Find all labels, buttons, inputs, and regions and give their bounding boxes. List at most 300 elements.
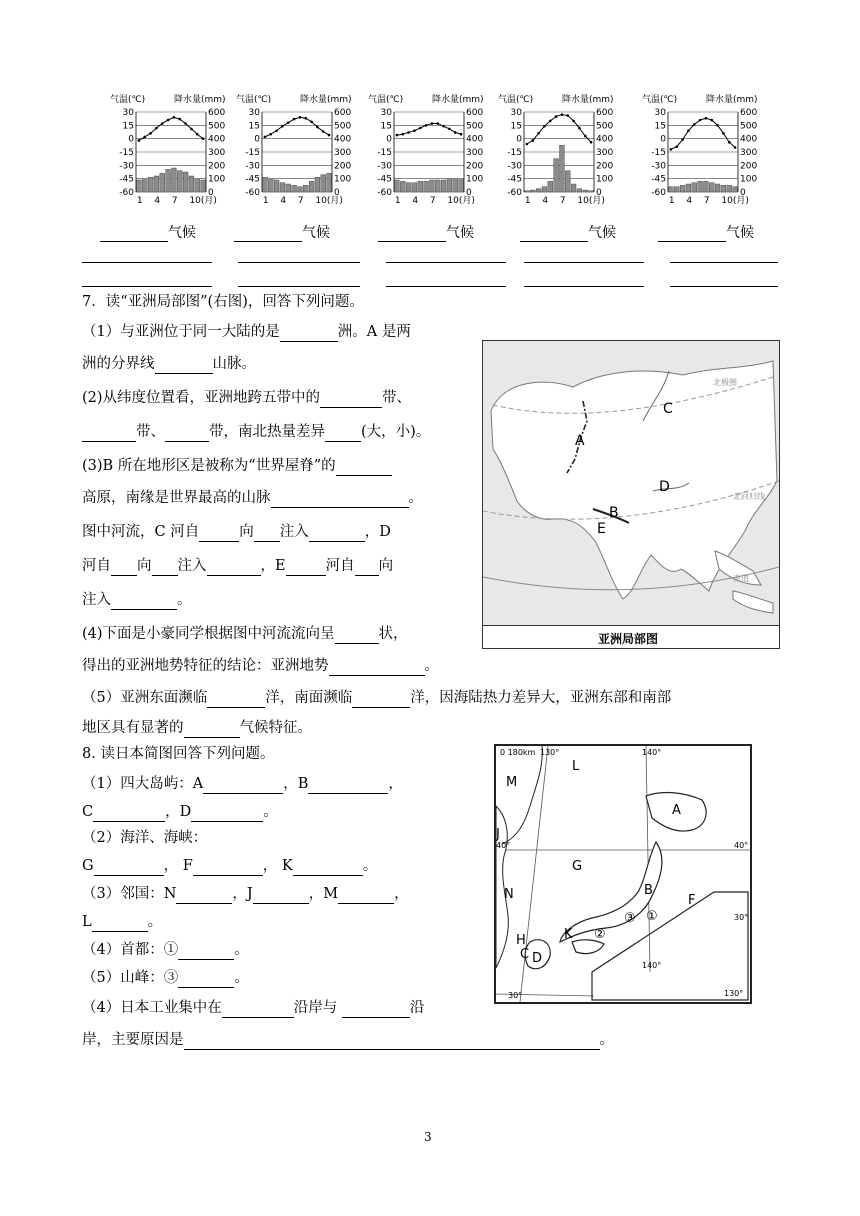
month-tick-label: 7 bbox=[171, 196, 178, 206]
precip-bar bbox=[536, 189, 541, 192]
q7-text: 。 bbox=[177, 592, 192, 608]
blank-line[interactable] bbox=[178, 944, 234, 960]
q7-text: 洋，因海陆热力差异大，亚洲东部和南部 bbox=[410, 690, 672, 706]
q7-text: 图中河流，C 河自 bbox=[82, 524, 200, 540]
q7-text: 山脉。 bbox=[212, 356, 256, 372]
temp-tick-label: -60 bbox=[651, 188, 666, 198]
month-tick-label: 10(月) bbox=[189, 196, 217, 206]
answer-line[interactable] bbox=[670, 286, 778, 287]
precip-bar bbox=[435, 180, 440, 192]
q7-text: （5）亚洲东面濒临 bbox=[82, 690, 208, 706]
blank-line[interactable] bbox=[280, 326, 338, 342]
temp-point bbox=[322, 130, 325, 133]
q7-text: 河自 bbox=[325, 558, 355, 574]
month-tick-label: 10(月) bbox=[577, 196, 605, 206]
precip-bar bbox=[172, 168, 177, 192]
temp-line bbox=[527, 115, 591, 144]
temp-tick-label: -60 bbox=[377, 188, 392, 198]
blank-line[interactable] bbox=[82, 426, 136, 442]
precip-tick-label: 400 bbox=[208, 134, 226, 145]
month-tick-label: 1 bbox=[668, 196, 675, 206]
answer-line[interactable] bbox=[82, 286, 212, 287]
precip-bar bbox=[327, 173, 332, 192]
q8-text: ， F bbox=[163, 858, 193, 874]
precip-tick-label: 0 bbox=[208, 188, 214, 198]
q7-text: (2)从纬度位置看，亚洲地跨五带中的 bbox=[82, 390, 321, 406]
precip-tick-label: 300 bbox=[208, 148, 226, 158]
temp-point bbox=[425, 124, 428, 127]
q7-text: 状， bbox=[378, 626, 408, 642]
climate-chart-1 bbox=[108, 92, 238, 210]
q7-text: 河自 bbox=[82, 558, 111, 574]
temp-point bbox=[728, 141, 731, 144]
q8-text: G bbox=[82, 858, 94, 874]
answer-line[interactable] bbox=[238, 286, 360, 287]
precip-bar bbox=[704, 181, 709, 192]
precip-tick-label: 200 bbox=[334, 161, 352, 172]
precip-bar bbox=[321, 175, 326, 192]
temp-point bbox=[716, 124, 719, 127]
temp-point bbox=[590, 141, 593, 144]
temp-point bbox=[143, 136, 146, 139]
answer-line[interactable] bbox=[524, 262, 644, 263]
blank-line[interactable] bbox=[152, 560, 178, 576]
blank-line[interactable] bbox=[176, 888, 232, 904]
climate-chart-3 bbox=[366, 92, 496, 210]
precip-tick-label: 0 bbox=[596, 188, 602, 198]
temp-point bbox=[734, 146, 737, 149]
precip-tick-label: 500 bbox=[208, 121, 226, 132]
precip-bar bbox=[698, 181, 703, 192]
q8-line-5 bbox=[82, 884, 409, 904]
lon-label-140-bottom: 140° bbox=[642, 961, 662, 970]
month-tick-label: 7 bbox=[703, 196, 710, 206]
temp-point bbox=[584, 135, 587, 138]
temp-point bbox=[454, 131, 457, 134]
q7-line-11 bbox=[82, 656, 439, 676]
q7-line-1 bbox=[82, 322, 411, 342]
precip-bar bbox=[183, 172, 188, 192]
label-d: D bbox=[532, 951, 543, 966]
temp-tick-label: 30 bbox=[510, 108, 522, 118]
q7-text: 。 bbox=[408, 490, 423, 506]
precip-axis-title: 降水量(mm) bbox=[562, 95, 614, 105]
precip-bar bbox=[721, 185, 726, 192]
answer-line[interactable] bbox=[524, 286, 644, 287]
temp-point bbox=[419, 127, 422, 130]
blank-line[interactable] bbox=[309, 526, 365, 542]
q7-stem: 7．读“亚洲局部图”(右图)，回答下列问题。 bbox=[82, 294, 364, 310]
temp-point bbox=[531, 139, 534, 142]
q8-text: L bbox=[82, 914, 92, 930]
q7-line-10 bbox=[82, 624, 408, 644]
q7-line-13 bbox=[82, 718, 312, 738]
temp-point bbox=[401, 133, 404, 136]
temp-point bbox=[549, 120, 552, 123]
temp-tick-label: -60 bbox=[507, 188, 522, 198]
precip-bar bbox=[589, 191, 594, 192]
temp-tick-label: -15 bbox=[377, 148, 392, 158]
blank-line[interactable] bbox=[222, 1002, 294, 1018]
month-tick-label: 7 bbox=[297, 196, 304, 206]
month-tick-label: 4 bbox=[412, 196, 419, 206]
q8-line-6 bbox=[82, 912, 162, 932]
precip-bar bbox=[441, 180, 446, 192]
temp-point bbox=[396, 134, 399, 137]
label-b: B bbox=[644, 883, 653, 898]
precip-bar bbox=[286, 184, 291, 192]
climate-suffix: 气候 bbox=[588, 225, 616, 241]
q7-line-7 bbox=[82, 522, 391, 542]
precip-tick-label: 300 bbox=[740, 148, 758, 158]
month-tick-label: 10(月) bbox=[447, 196, 475, 206]
precip-bar bbox=[268, 179, 273, 192]
blank-line[interactable] bbox=[191, 806, 263, 822]
q8-text: （3）邻国：N bbox=[82, 886, 177, 902]
q8-text: ，D bbox=[165, 804, 192, 820]
blank-line[interactable] bbox=[184, 1034, 600, 1050]
temp-point bbox=[693, 123, 696, 126]
precip-tick-label: 500 bbox=[334, 121, 352, 132]
temp-point bbox=[299, 116, 302, 119]
temp-tick-label: -15 bbox=[507, 148, 522, 158]
temp-point bbox=[578, 127, 581, 130]
precip-bar bbox=[142, 179, 147, 192]
temp-point bbox=[196, 133, 199, 136]
blank-line[interactable] bbox=[378, 227, 446, 242]
q8-text: ， K bbox=[262, 858, 293, 874]
lat-label-30-right: 30° bbox=[734, 913, 749, 922]
blank-line[interactable] bbox=[329, 660, 425, 676]
precip-tick-label: 200 bbox=[208, 161, 226, 172]
temp-point bbox=[149, 132, 152, 135]
precip-bar bbox=[412, 183, 417, 192]
precip-axis-title: 降水量(mm) bbox=[300, 95, 352, 105]
temp-point bbox=[264, 136, 267, 139]
temp-line bbox=[139, 117, 203, 140]
climate-blank-5 bbox=[658, 222, 754, 242]
precip-bar bbox=[195, 179, 200, 192]
blank-line[interactable] bbox=[335, 628, 379, 644]
temp-tick-label: 15 bbox=[654, 121, 666, 132]
blank-line[interactable] bbox=[111, 594, 177, 610]
temp-tick-label: -30 bbox=[507, 161, 522, 172]
precip-bar bbox=[430, 180, 435, 192]
blank-line[interactable] bbox=[658, 227, 726, 242]
label-f: F bbox=[688, 893, 696, 908]
precip-bar bbox=[459, 179, 464, 192]
q7-text: 得出的亚洲地势特征的结论：亚洲地势 bbox=[82, 658, 329, 674]
q8-line-4 bbox=[82, 856, 377, 876]
q8-stem: 8. 读日本简图回答下列问题。 bbox=[82, 746, 275, 762]
month-tick-label: 4 bbox=[542, 196, 549, 206]
q7-text: (4)下面是小豪同学根据图中河流流向呈 bbox=[82, 626, 335, 642]
q8-text: （4）日本工业集中在 bbox=[82, 1000, 222, 1016]
label-a: A bbox=[672, 803, 681, 818]
blank-line[interactable] bbox=[193, 860, 263, 876]
temp-point bbox=[670, 148, 673, 151]
q7-line-12 bbox=[82, 688, 671, 708]
precip-bar bbox=[727, 185, 732, 192]
blank-line[interactable] bbox=[100, 227, 168, 242]
blank-line[interactable] bbox=[92, 916, 148, 932]
answer-line[interactable] bbox=[386, 262, 506, 263]
precip-bar bbox=[542, 187, 547, 192]
precip-tick-label: 400 bbox=[740, 134, 758, 145]
precip-bar bbox=[565, 171, 570, 192]
q8-text: ，B bbox=[283, 776, 309, 792]
temp-point bbox=[543, 125, 546, 128]
inset-frame bbox=[592, 892, 748, 1000]
q7-text: ，E bbox=[260, 558, 286, 574]
precip-axis-title: 降水量(mm) bbox=[706, 95, 758, 105]
map-label-tropic: 北回归线 bbox=[733, 492, 765, 501]
precip-tick-label: 500 bbox=[596, 121, 614, 132]
map-label-b: B bbox=[609, 505, 619, 521]
q7-text: 注入 bbox=[82, 592, 111, 608]
q8-text: C bbox=[82, 804, 94, 820]
precip-bar bbox=[571, 184, 576, 192]
precip-bar bbox=[577, 189, 582, 192]
temp-tick-label: -45 bbox=[507, 174, 522, 185]
temp-axis-title: 气温(℃) bbox=[236, 95, 272, 105]
blank-line[interactable] bbox=[293, 860, 363, 876]
q8-line-10 bbox=[82, 1030, 614, 1050]
blank-line[interactable] bbox=[336, 460, 392, 476]
q8-text: ，M bbox=[308, 886, 339, 902]
precip-bar bbox=[280, 183, 285, 192]
q7-line-5 bbox=[82, 456, 392, 476]
precip-tick-label: 300 bbox=[596, 148, 614, 158]
blank-line[interactable] bbox=[325, 426, 361, 442]
answer-line[interactable] bbox=[238, 262, 360, 263]
temp-point bbox=[293, 118, 296, 121]
precip-tick-label: 300 bbox=[466, 148, 484, 158]
temp-tick-label: -30 bbox=[119, 161, 134, 172]
temp-tick-label: 30 bbox=[248, 108, 260, 118]
temp-tick-label: -30 bbox=[377, 161, 392, 172]
blank-line[interactable] bbox=[94, 860, 164, 876]
precip-tick-label: 600 bbox=[334, 108, 352, 118]
precip-bar bbox=[560, 145, 565, 192]
temp-tick-label: -60 bbox=[245, 188, 260, 198]
q7-text: 洲的分界线 bbox=[82, 356, 155, 372]
precip-bar bbox=[548, 181, 553, 192]
precip-bar bbox=[447, 179, 452, 192]
precip-bar bbox=[148, 177, 153, 192]
temp-point bbox=[304, 117, 307, 120]
climate-chart-svg-5 bbox=[640, 92, 770, 210]
temp-point bbox=[310, 120, 313, 123]
precip-bar bbox=[315, 177, 320, 192]
label-k: K bbox=[564, 927, 573, 942]
precip-bar bbox=[154, 176, 159, 192]
temp-tick-label: 0 bbox=[386, 134, 392, 145]
blank-line[interactable] bbox=[93, 806, 165, 822]
temp-point bbox=[184, 122, 187, 125]
climate-chart-5 bbox=[640, 92, 770, 210]
lon-label-130: 130° bbox=[540, 748, 560, 757]
precip-bar bbox=[406, 183, 411, 192]
label-m: M bbox=[506, 775, 518, 790]
q8-line-3: （2）海洋、海峡： bbox=[82, 830, 208, 846]
temp-point bbox=[675, 145, 678, 148]
label-c2: ② bbox=[594, 927, 606, 942]
blank-line[interactable] bbox=[342, 1002, 410, 1018]
q8-text: 。 bbox=[599, 1032, 614, 1048]
temp-point bbox=[178, 118, 181, 121]
precip-bar bbox=[686, 184, 691, 192]
month-tick-label: 1 bbox=[524, 196, 531, 206]
climate-blank-2 bbox=[234, 222, 330, 242]
temp-point bbox=[436, 122, 439, 125]
temp-point bbox=[699, 119, 702, 122]
month-tick-label: 10(月) bbox=[315, 196, 343, 206]
q7-text: 带，南北热量差异 bbox=[209, 424, 325, 440]
climate-suffix: 气候 bbox=[168, 225, 196, 241]
precip-bar bbox=[189, 176, 194, 192]
q7-line-9 bbox=[82, 590, 192, 610]
precip-bar bbox=[395, 180, 400, 192]
blank-line[interactable] bbox=[207, 692, 265, 708]
temp-point bbox=[155, 127, 158, 130]
blank-line[interactable] bbox=[199, 526, 239, 542]
blank-line[interactable] bbox=[203, 778, 283, 794]
temp-tick-label: -15 bbox=[245, 148, 260, 158]
temp-point bbox=[287, 121, 290, 124]
climate-blank-3 bbox=[378, 222, 474, 242]
month-tick-label: 7 bbox=[429, 196, 436, 206]
blank-line[interactable] bbox=[352, 692, 410, 708]
label-c3: ③ bbox=[624, 911, 636, 926]
precip-tick-label: 400 bbox=[596, 134, 614, 145]
temp-axis-title: 气温(℃) bbox=[110, 95, 146, 105]
blank-line[interactable] bbox=[207, 560, 261, 576]
temp-point bbox=[138, 139, 141, 142]
map-label-arctic: 北极圈 bbox=[713, 378, 737, 387]
temp-point bbox=[705, 117, 708, 120]
asia-map bbox=[482, 340, 780, 626]
temp-tick-label: -15 bbox=[651, 148, 666, 158]
temp-point bbox=[710, 119, 713, 122]
precip-bar bbox=[309, 181, 314, 192]
precip-tick-label: 300 bbox=[334, 148, 352, 158]
blank-line[interactable] bbox=[178, 972, 234, 988]
blank-line[interactable] bbox=[254, 526, 280, 542]
climate-suffix: 气候 bbox=[726, 225, 754, 241]
q8-text: ，J bbox=[232, 886, 253, 902]
temp-point bbox=[431, 122, 434, 125]
q7-text: 气候特征。 bbox=[239, 720, 312, 736]
temp-line bbox=[265, 117, 329, 137]
temp-tick-label: 15 bbox=[510, 121, 522, 132]
q8-text: （1）四大岛屿：A bbox=[82, 776, 204, 792]
lat-label-30: 30° bbox=[508, 991, 523, 1000]
lat-label-40-right: 40° bbox=[734, 841, 749, 850]
blank-line[interactable] bbox=[253, 888, 309, 904]
temp-tick-label: 30 bbox=[380, 108, 392, 118]
temp-point bbox=[722, 132, 725, 135]
precip-bar bbox=[583, 190, 588, 192]
blank-line[interactable] bbox=[308, 778, 388, 794]
precip-bar bbox=[274, 180, 279, 192]
q7-text: 带、 bbox=[382, 390, 412, 406]
map-label-equator: 赤道 bbox=[733, 574, 749, 583]
q8-line-2 bbox=[82, 802, 278, 822]
temp-line bbox=[671, 118, 735, 149]
month-tick-label: 1 bbox=[262, 196, 269, 206]
precip-tick-label: 0 bbox=[740, 188, 746, 198]
climate-chart-svg-3 bbox=[366, 92, 496, 210]
precip-bar bbox=[680, 185, 685, 192]
blank-line[interactable] bbox=[320, 392, 382, 408]
temp-point bbox=[202, 137, 205, 140]
blank-line[interactable] bbox=[271, 492, 409, 508]
q7-text: 向 bbox=[239, 524, 254, 540]
temp-tick-label: -45 bbox=[651, 174, 666, 185]
q8-text: 。 bbox=[234, 942, 249, 958]
temp-tick-label: -30 bbox=[245, 161, 260, 172]
q7-text: （1）与亚洲位于同一大陆的是 bbox=[82, 324, 280, 340]
precip-bar bbox=[669, 187, 674, 192]
q8-line-8 bbox=[82, 968, 249, 988]
precip-bar bbox=[166, 169, 171, 192]
blank-line[interactable] bbox=[286, 560, 326, 576]
temp-point bbox=[681, 138, 684, 141]
temp-point bbox=[460, 133, 463, 136]
blank-line[interactable] bbox=[165, 426, 209, 442]
precip-bar bbox=[137, 180, 142, 192]
blank-line[interactable] bbox=[184, 722, 240, 738]
blank-line[interactable] bbox=[338, 888, 394, 904]
q7-line-6 bbox=[82, 488, 423, 508]
blank-line[interactable] bbox=[234, 227, 302, 242]
map-label-c: C bbox=[663, 401, 673, 417]
blank-line[interactable] bbox=[155, 358, 213, 374]
temp-axis-title: 气温(℃) bbox=[642, 95, 678, 105]
q7-line-4 bbox=[82, 422, 430, 442]
temp-point bbox=[413, 129, 416, 132]
precip-tick-label: 600 bbox=[740, 108, 758, 118]
temp-point bbox=[316, 126, 319, 129]
q7-text: 洲。A 是两 bbox=[337, 324, 411, 340]
blank-line[interactable] bbox=[355, 560, 379, 576]
temp-tick-label: 0 bbox=[254, 134, 260, 145]
answer-line[interactable] bbox=[82, 262, 212, 263]
temp-tick-label: 15 bbox=[380, 121, 392, 132]
precip-bar bbox=[418, 181, 423, 192]
continent-coast bbox=[502, 746, 542, 844]
precip-tick-label: 100 bbox=[740, 174, 758, 185]
label-n: N bbox=[504, 887, 514, 902]
label-c1: ① bbox=[646, 909, 658, 924]
temp-tick-label: -15 bbox=[119, 148, 134, 158]
precip-tick-label: 600 bbox=[466, 108, 484, 118]
blank-line[interactable] bbox=[111, 560, 137, 576]
month-tick-label: 4 bbox=[154, 196, 161, 206]
climate-blank-4 bbox=[520, 222, 616, 242]
answer-line[interactable] bbox=[670, 262, 778, 263]
lat-label-40: 40° bbox=[496, 841, 511, 850]
q7-text: ，D bbox=[364, 524, 391, 540]
precip-tick-label: 600 bbox=[596, 108, 614, 118]
precip-tick-label: 400 bbox=[466, 134, 484, 145]
q7-text: 高原，南缘是世界最高的山脉 bbox=[82, 490, 271, 506]
scale-label: 0 180km bbox=[500, 748, 536, 757]
answer-line[interactable] bbox=[386, 286, 506, 287]
precip-bar bbox=[303, 185, 308, 192]
blank-line[interactable] bbox=[520, 227, 588, 242]
